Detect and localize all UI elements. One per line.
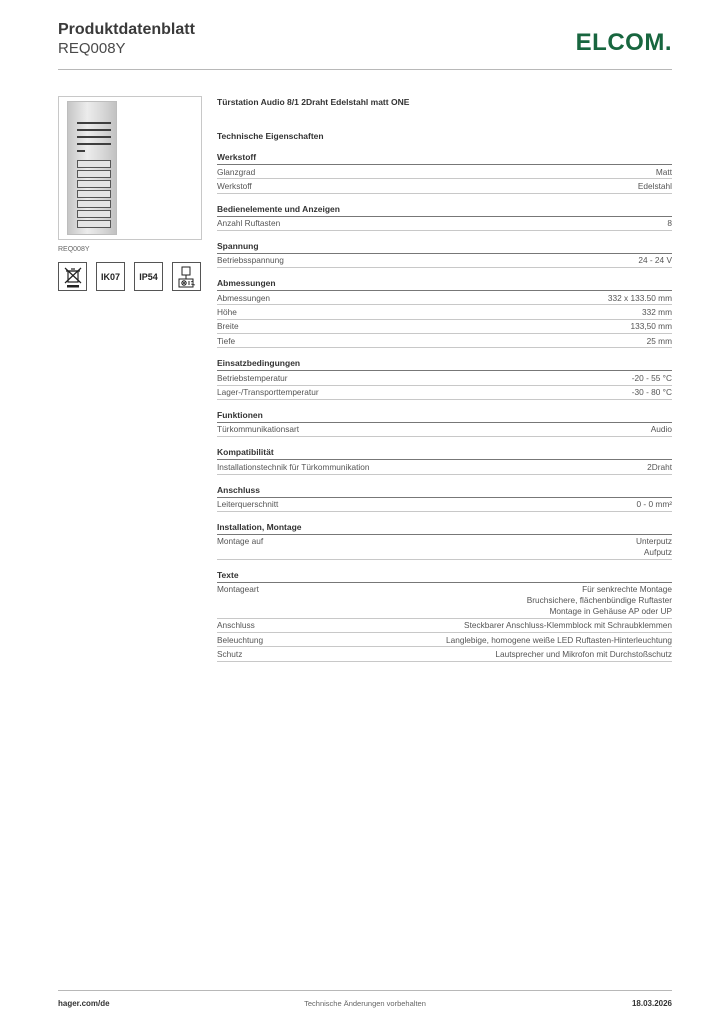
spec-sections [217,151,672,662]
spec-value-line: Edelstahl [637,180,672,191]
certification-icons [58,262,202,291]
spec-value-line: Matt [655,166,672,177]
spec-value-line: 133,50 mm [630,321,672,332]
technical-properties-heading: Technische Eigenschaften [217,131,324,141]
spec-label: Betriebstemperatur [217,372,288,383]
spec-section [217,151,672,194]
footer-notice: Technische Änderungen vorbehalten [304,999,426,1008]
spec-row [217,291,672,305]
section-title: Spannung [217,240,672,254]
section-title: Funktionen [217,409,672,423]
spec-value-line: Aufputz [643,547,672,558]
spec-value-line: 24 - 24 V [638,255,672,266]
spec-value [651,424,672,435]
installation-symbol-icon [172,262,201,291]
spec-value [608,293,672,304]
spec-label: Glanzgrad [217,166,256,177]
spec-row [217,460,672,474]
spec-section [217,240,672,268]
spec-row [217,583,672,619]
spec-value-line: 332 mm [642,306,672,317]
spec-value [446,635,672,646]
product-title: Türstation Audio 8/1 2Draht Edelstahl matt ONE [217,97,410,107]
spec-value-line: Bruchsichere, flächenbündige Ruftaster [526,595,672,606]
spec-value-line: Für senkrechte Montage [582,584,672,595]
footer-website: hager.com/de [58,999,110,1008]
spec-value [464,620,672,631]
specifications [217,96,672,662]
spec-label: Breite [217,321,239,332]
spec-row [217,423,672,437]
call-button [77,190,111,198]
page-header [58,20,672,70]
spec-value-line: 0 - 0 mm² [636,499,672,510]
section-title: Anschluss [217,484,672,498]
section-title: Installation, Montage [217,521,672,535]
spec-label: Leiterquerschnitt [217,499,279,510]
spec-label: Türkommunikationsart [217,424,300,435]
spec-value [637,499,673,510]
spec-value [632,387,672,398]
spec-label: Beleuchtung [217,634,264,645]
spec-label: Höhe [217,306,237,317]
spec-section [217,521,672,560]
spec-value [647,462,672,473]
spec-value-line: -30 - 80 °C [631,387,672,398]
spec-section [217,484,672,512]
spec-row [217,371,672,385]
spec-label: Montageart [217,584,259,595]
spec-value-line: 8 [667,218,672,229]
spec-value [636,536,672,558]
spec-section [217,203,672,231]
spec-value-line: Montage in Gehäuse AP oder UP [549,606,672,617]
spec-value [638,255,672,266]
section-title: Texte [217,569,672,583]
speaker-slot [77,143,111,145]
spec-value-line: -20 - 55 °C [631,372,672,383]
image-caption: REQ008Y [58,246,90,253]
spec-section [217,569,672,662]
spec-value-line: 25 mm [646,335,672,346]
spec-value-line: Unterputz [636,536,672,547]
spec-label: Lager-/Transporttemperatur [217,387,319,398]
spec-label: Betriebsspannung [217,255,284,266]
spec-value [642,307,672,318]
spec-row [217,165,672,179]
spec-label: Werkstoff [217,180,252,191]
spec-row [217,334,672,348]
call-button [77,200,111,208]
page-footer [58,990,672,1014]
spec-section [217,277,672,348]
spec-row [217,179,672,193]
product-code: REQ008Y [58,40,126,57]
spec-label: Schutz [217,648,243,659]
spec-label: Anschluss [217,620,255,631]
spec-value-line: Langlebige, homogene weiße LED Ruftasten-Hinterleuchtung [445,634,672,645]
spec-label: Tiefe [217,335,236,346]
spec-value [647,336,672,347]
section-title: Abmessungen [217,277,672,291]
spec-value-line: 332 x 133.50 mm [607,292,672,303]
ik-rating-badge: IK07 [96,262,125,291]
spec-row [217,619,672,633]
spec-label: Montage auf [217,536,264,547]
spec-row [217,498,672,512]
spec-value-line: 2Draht [647,461,672,472]
call-button [77,180,111,188]
spec-row [217,386,672,400]
spec-section [217,409,672,437]
microphone-slot [77,150,85,152]
product-image-column [58,96,202,291]
spec-label: Anzahl Ruftasten [217,218,281,229]
spec-section [217,446,672,474]
footer-date: 18.03.2026 [631,999,672,1008]
spec-row [217,217,672,231]
spec-label: Installationstechnik für Türkommunikation [217,461,370,472]
call-button [77,170,111,178]
speaker-slot [77,129,111,131]
spec-value [667,218,672,229]
spec-value [656,167,672,178]
spec-value-line: Lautsprecher und Mikrofon mit Durchstoßschutz [495,648,672,659]
spec-row [217,535,672,560]
spec-value-line: Steckbarer Anschluss-Klemmblock mit Schraubklemmen [464,620,672,631]
section-title: Bedienelemente und Anzeigen [217,203,672,217]
spec-value [638,181,672,192]
spec-value [632,373,672,384]
call-button [77,210,111,218]
document-title: Produktdatenblatt [58,21,195,38]
spec-row [217,305,672,319]
crossed-bin-icon [58,262,87,291]
door-station-panel [67,101,117,235]
spec-value [630,321,672,332]
call-button [77,160,111,168]
spec-value [495,649,672,660]
call-button [77,220,111,228]
speaker-slot [77,122,111,124]
spec-value [527,584,672,616]
spec-row [217,254,672,268]
brand-logo: ELCOM. [575,29,672,56]
speaker-slot [77,136,111,138]
section-title: Werkstoff [217,151,672,165]
spec-row [217,647,672,661]
product-image [58,96,202,240]
spec-row [217,320,672,334]
spec-label: Abmessungen [217,292,271,303]
spec-section [217,357,672,400]
section-title: Kompatibilität [217,446,672,460]
spec-value-line: Audio [650,424,672,435]
section-title: Einsatzbedingungen [217,357,672,371]
ip-rating-badge: IP54 [134,262,163,291]
spec-row [217,633,672,647]
